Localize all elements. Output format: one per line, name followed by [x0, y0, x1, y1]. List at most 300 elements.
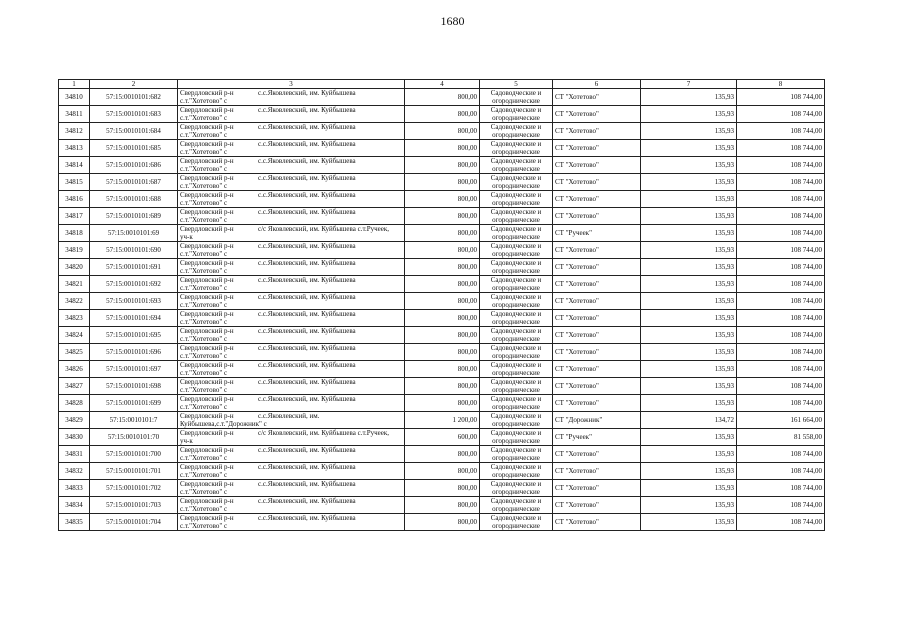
land-use-cell: [480, 310, 553, 327]
unit-price: 135,93: [641, 140, 737, 157]
address-locality: с.с.Яковлевский, им. Куйбышева: [258, 276, 356, 284]
cadastral-number: 57:15:0010101:695: [90, 327, 178, 344]
land-use-cell: [480, 429, 553, 446]
column-header: 2: [90, 80, 178, 89]
land-use-cell: [480, 106, 553, 123]
address-line-2: с.т."Хотетово" с: [180, 386, 228, 394]
area-value: 800,00: [405, 157, 480, 174]
area-value: 800,00: [405, 106, 480, 123]
address-cell: [178, 412, 405, 429]
cadastral-number: 57:15:0010101:700: [90, 446, 178, 463]
table-row: [59, 378, 825, 395]
address-line-2: с.т."Хотетово" с: [180, 131, 228, 139]
address-line-1: [180, 310, 402, 318]
cadastral-number: 57:15:0010101:690: [90, 242, 178, 259]
column-header: 8: [737, 80, 825, 89]
cadastral-number: 57:15:0010101:702: [90, 480, 178, 497]
land-use-line-2: огороднические: [492, 454, 540, 462]
owner-name: СТ "Хотетово": [553, 378, 641, 395]
address-district: Свердловский р-н: [180, 463, 234, 471]
area-value: 800,00: [405, 89, 480, 106]
area-value: 800,00: [405, 276, 480, 293]
area-value: 800,00: [405, 225, 480, 242]
address-line-2: с.т."Хотетово" с: [180, 114, 228, 122]
record-number: 34821: [59, 276, 90, 293]
land-use-line-2: огороднические: [492, 420, 540, 428]
address-line-1: [180, 327, 402, 335]
area-value: 800,00: [405, 497, 480, 514]
address-line-1: [180, 480, 402, 488]
record-number: 34818: [59, 225, 90, 242]
record-number: 34810: [59, 89, 90, 106]
record-number: 34827: [59, 378, 90, 395]
area-value: 800,00: [405, 361, 480, 378]
land-use-cell: [480, 259, 553, 276]
record-number: 34835: [59, 514, 90, 531]
table-row: [59, 242, 825, 259]
address-line-1: [180, 514, 402, 522]
table-row: [59, 514, 825, 531]
address-cell: [178, 191, 405, 208]
land-use-line-1: Садоводческие и: [490, 157, 542, 165]
table-row: [59, 89, 825, 106]
address-cell: [178, 123, 405, 140]
total-value: 108 744,00: [737, 259, 825, 276]
land-use-cell: [480, 123, 553, 140]
table-row: [59, 463, 825, 480]
table-row: [59, 361, 825, 378]
owner-name: СТ "Хотетово": [553, 514, 641, 531]
address-line-1: [180, 429, 402, 437]
address-line-2: с.т."Хотетово" с: [180, 165, 228, 173]
owner-name: СТ "Хотетово": [553, 123, 641, 140]
address-cell: [178, 463, 405, 480]
table-row: [59, 259, 825, 276]
address-line-1: [180, 123, 402, 131]
address-line-2: Куйбышева,с.т."Дорожник" с: [180, 420, 267, 428]
table-row: [59, 140, 825, 157]
record-number: 34833: [59, 480, 90, 497]
address-locality: с.с.Яковлевский, им. Куйбышева: [258, 310, 356, 318]
owner-name: СТ "Хотетово": [553, 310, 641, 327]
address-district: Свердловский р-н: [180, 378, 234, 386]
address-line-1: [180, 344, 402, 352]
record-number: 34814: [59, 157, 90, 174]
address-cell: [178, 361, 405, 378]
address-line-1: [180, 378, 402, 386]
address-line-1: [180, 225, 402, 233]
land-use-line-1: Садоводческие и: [490, 106, 542, 114]
address-line-2: с.т."Хотетово" с: [180, 216, 228, 224]
unit-price: 135,93: [641, 242, 737, 259]
cadastral-number: 57:15:0010101:699: [90, 395, 178, 412]
record-number: 34812: [59, 123, 90, 140]
unit-price: 134,72: [641, 412, 737, 429]
address-locality: с.с.Яковлевский, им. Куйбышева: [258, 89, 356, 97]
record-number: 34829: [59, 412, 90, 429]
land-use-line-1: Садоводческие и: [490, 497, 542, 505]
total-value: 108 744,00: [737, 480, 825, 497]
owner-name: СТ "Хотетово": [553, 174, 641, 191]
address-district: Свердловский р-н: [180, 89, 234, 97]
owner-name: СТ "Хотетово": [553, 463, 641, 480]
address-locality: с.с.Яковлевский, им. Куйбышева: [258, 259, 356, 267]
land-use-cell: [480, 514, 553, 531]
land-use-line-2: огороднические: [492, 131, 540, 139]
address-locality: с.с.Яковлевский, им. Куйбышева: [258, 174, 356, 182]
land-use-line-1: Садоводческие и: [490, 361, 542, 369]
area-value: 1 200,00: [405, 412, 480, 429]
address-line-2: с.т."Хотетово" с: [180, 97, 228, 105]
record-number: 34834: [59, 497, 90, 514]
cadastral-number: 57:15:0010101:685: [90, 140, 178, 157]
address-locality: с.с.Яковлевский, им. Куйбышева: [258, 106, 356, 114]
address-locality: с.с.Яковлевский, им. Куйбышева: [258, 446, 356, 454]
table-row: [59, 276, 825, 293]
record-number: 34824: [59, 327, 90, 344]
address-district: Свердловский р-н: [180, 514, 234, 522]
column-header: 6: [553, 80, 641, 89]
total-value: 81 558,00: [737, 429, 825, 446]
address-district: Свердловский р-н: [180, 259, 234, 267]
land-use-cell: [480, 395, 553, 412]
address-cell: [178, 446, 405, 463]
land-use-line-2: огороднические: [492, 114, 540, 122]
table-row: [59, 106, 825, 123]
total-value: 161 664,00: [737, 412, 825, 429]
unit-price: 135,93: [641, 395, 737, 412]
unit-price: 135,93: [641, 446, 737, 463]
land-use-line-1: Садоводческие и: [490, 208, 542, 216]
land-use-line-2: огороднические: [492, 216, 540, 224]
owner-name: СТ "Дорожник": [553, 412, 641, 429]
land-use-line-2: огороднические: [492, 335, 540, 343]
table-row: [59, 123, 825, 140]
table-row: [59, 412, 825, 429]
address-line-2: с.т."Хотетово" с: [180, 471, 228, 479]
table-row: [59, 446, 825, 463]
total-value: 108 744,00: [737, 361, 825, 378]
area-value: 800,00: [405, 259, 480, 276]
address-district: Свердловский р-н: [180, 395, 234, 403]
address-line-1: [180, 395, 402, 403]
unit-price: 135,93: [641, 293, 737, 310]
land-use-line-1: Садоводческие и: [490, 242, 542, 250]
owner-name: СТ "Хотетово": [553, 344, 641, 361]
land-use-line-2: огороднические: [492, 318, 540, 326]
table-row: [59, 225, 825, 242]
table-row: [59, 310, 825, 327]
total-value: 108 744,00: [737, 225, 825, 242]
total-value: 108 744,00: [737, 208, 825, 225]
area-value: 600,00: [405, 429, 480, 446]
unit-price: 135,93: [641, 429, 737, 446]
table-row: [59, 497, 825, 514]
address-locality: с.с.Яковлевский, им. Куйбышева: [258, 514, 356, 522]
total-value: 108 744,00: [737, 514, 825, 531]
owner-name: СТ "Хотетово": [553, 446, 641, 463]
owner-name: СТ "Хотетово": [553, 259, 641, 276]
address-cell: [178, 174, 405, 191]
unit-price: 135,93: [641, 344, 737, 361]
land-use-line-2: огороднические: [492, 165, 540, 173]
area-value: 800,00: [405, 327, 480, 344]
land-use-line-2: огороднические: [492, 522, 540, 530]
land-use-line-1: Садоводческие и: [490, 327, 542, 335]
owner-name: СТ "Хотетово": [553, 395, 641, 412]
address-line-1: [180, 174, 402, 182]
address-locality: с/с Яковлевский, им. Куйбышева с.т.Ручеек,: [258, 225, 390, 233]
unit-price: 135,93: [641, 123, 737, 140]
cadastral-number: 57:15:0010101:703: [90, 497, 178, 514]
area-value: 800,00: [405, 310, 480, 327]
record-number: 34830: [59, 429, 90, 446]
address-locality: с.с.Яковлевский, им. Куйбышева: [258, 378, 356, 386]
address-cell: [178, 480, 405, 497]
address-line-1: [180, 208, 402, 216]
address-line-2: с.т."Хотетово" с: [180, 488, 228, 496]
address-line-2: с.т."Хотетово" с: [180, 250, 228, 258]
address-cell: [178, 276, 405, 293]
table-row: [59, 480, 825, 497]
column-header: 3: [178, 80, 405, 89]
owner-name: СТ "Хотетово": [553, 497, 641, 514]
owner-name: СТ "Хотетово": [553, 327, 641, 344]
total-value: 108 744,00: [737, 310, 825, 327]
table-row: [59, 208, 825, 225]
table-row: [59, 174, 825, 191]
land-use-line-2: огороднические: [492, 505, 540, 513]
record-number: 34822: [59, 293, 90, 310]
address-line-1: [180, 293, 402, 301]
area-value: 800,00: [405, 174, 480, 191]
table-row: [59, 157, 825, 174]
address-line-2: с.т."Хотетово" с: [180, 301, 228, 309]
cadastral-number: 57:15:0010101:687: [90, 174, 178, 191]
address-line-1: [180, 89, 402, 97]
land-use-cell: [480, 242, 553, 259]
total-value: 108 744,00: [737, 174, 825, 191]
address-locality: с.с.Яковлевский, им. Куйбышева: [258, 293, 356, 301]
address-cell: [178, 89, 405, 106]
unit-price: 135,93: [641, 276, 737, 293]
total-value: 108 744,00: [737, 276, 825, 293]
land-use-line-2: огороднические: [492, 403, 540, 411]
record-number: 34811: [59, 106, 90, 123]
land-use-cell: [480, 174, 553, 191]
land-use-cell: [480, 344, 553, 361]
address-locality: с.с.Яковлевский, им. Куйбышева: [258, 140, 356, 148]
unit-price: 135,93: [641, 106, 737, 123]
owner-name: СТ "Хотетово": [553, 480, 641, 497]
address-district: Свердловский р-н: [180, 412, 234, 420]
owner-name: СТ "Хотетово": [553, 208, 641, 225]
address-district: Свердловский р-н: [180, 446, 234, 454]
total-value: 108 744,00: [737, 293, 825, 310]
land-registry-table: [58, 79, 825, 531]
total-value: 108 744,00: [737, 157, 825, 174]
address-locality: с.с.Яковлевский, им.: [258, 412, 320, 420]
cadastral-number: 57:15:0010101:697: [90, 361, 178, 378]
address-district: Свердловский р-н: [180, 191, 234, 199]
land-use-cell: [480, 446, 553, 463]
land-use-line-1: Садоводческие и: [490, 140, 542, 148]
land-use-cell: [480, 89, 553, 106]
owner-name: СТ "Хотетово": [553, 157, 641, 174]
record-number: 34825: [59, 344, 90, 361]
address-line-2: с.т."Хотетово" с: [180, 505, 228, 513]
land-use-line-1: Садоводческие и: [490, 89, 542, 97]
record-number: 34826: [59, 361, 90, 378]
record-number: 34816: [59, 191, 90, 208]
unit-price: 135,93: [641, 208, 737, 225]
land-use-cell: [480, 157, 553, 174]
unit-price: 135,93: [641, 361, 737, 378]
land-use-line-2: огороднические: [492, 369, 540, 377]
land-use-line-2: огороднические: [492, 267, 540, 275]
address-locality: с.с.Яковлевский, им. Куйбышева: [258, 497, 356, 505]
area-value: 800,00: [405, 463, 480, 480]
cadastral-number: 57:15:0010101:698: [90, 378, 178, 395]
land-use-line-1: Садоводческие и: [490, 276, 542, 284]
land-use-line-2: огороднические: [492, 233, 540, 241]
address-line-1: [180, 361, 402, 369]
owner-name: СТ "Ручеек": [553, 429, 641, 446]
land-use-line-2: огороднические: [492, 352, 540, 360]
land-use-cell: [480, 327, 553, 344]
land-use-cell: [480, 276, 553, 293]
table-row: [59, 327, 825, 344]
owner-name: СТ "Хотетово": [553, 140, 641, 157]
land-use-cell: [480, 480, 553, 497]
unit-price: 135,93: [641, 259, 737, 276]
cadastral-number: 57:15:0010101:684: [90, 123, 178, 140]
land-use-cell: [480, 378, 553, 395]
cadastral-number: 57:15:0010101:704: [90, 514, 178, 531]
total-value: 108 744,00: [737, 123, 825, 140]
total-value: 108 744,00: [737, 140, 825, 157]
land-use-line-2: огороднические: [492, 301, 540, 309]
unit-price: 135,93: [641, 191, 737, 208]
land-use-cell: [480, 361, 553, 378]
address-line-2: с.т."Хотетово" с: [180, 352, 228, 360]
land-use-line-1: Садоводческие и: [490, 463, 542, 471]
address-cell: [178, 514, 405, 531]
land-use-line-2: огороднические: [492, 148, 540, 156]
land-use-line-1: Садоводческие и: [490, 429, 542, 437]
address-district: Свердловский р-н: [180, 327, 234, 335]
address-cell: [178, 157, 405, 174]
address-line-1: [180, 446, 402, 454]
address-cell: [178, 378, 405, 395]
land-use-cell: [480, 208, 553, 225]
address-line-1: [180, 191, 402, 199]
address-locality: с/с Яковлевский, им. Куйбышева с.т.Ручеек,: [258, 429, 390, 437]
cadastral-number: 57:15:0010101:689: [90, 208, 178, 225]
address-line-1: [180, 497, 402, 505]
area-value: 800,00: [405, 395, 480, 412]
address-district: Свердловский р-н: [180, 123, 234, 131]
address-cell: [178, 395, 405, 412]
land-use-line-2: огороднические: [492, 284, 540, 292]
address-district: Свердловский р-н: [180, 174, 234, 182]
table-row: [59, 191, 825, 208]
unit-price: 135,93: [641, 157, 737, 174]
total-value: 108 744,00: [737, 378, 825, 395]
unit-price: 135,93: [641, 89, 737, 106]
owner-name: СТ "Хотетово": [553, 191, 641, 208]
record-number: 34832: [59, 463, 90, 480]
record-number: 34815: [59, 174, 90, 191]
land-use-line-1: Садоводческие и: [490, 480, 542, 488]
address-locality: с.с.Яковлевский, им. Куйбышева: [258, 463, 356, 471]
address-district: Свердловский р-н: [180, 497, 234, 505]
address-district: Свердловский р-н: [180, 361, 234, 369]
cadastral-number: 57:15:0010101:7: [90, 412, 178, 429]
area-value: 800,00: [405, 293, 480, 310]
address-line-2: с.т."Хотетово" с: [180, 522, 228, 530]
land-use-line-1: Садоводческие и: [490, 412, 542, 420]
land-use-line-1: Садоводческие и: [490, 395, 542, 403]
address-cell: [178, 327, 405, 344]
header-row: [59, 80, 825, 89]
land-use-line-2: огороднические: [492, 97, 540, 105]
address-cell: [178, 242, 405, 259]
address-district: Свердловский р-н: [180, 429, 234, 437]
land-use-line-2: огороднические: [492, 250, 540, 258]
address-district: Свердловский р-н: [180, 276, 234, 284]
table-row: [59, 429, 825, 446]
address-line-2: с.т."Хотетово" с: [180, 199, 228, 207]
unit-price: 135,93: [641, 378, 737, 395]
table-row: [59, 344, 825, 361]
address-line-1: [180, 242, 402, 250]
address-line-2: с.т."Хотетово" с: [180, 335, 228, 343]
land-use-line-1: Садоводческие и: [490, 259, 542, 267]
address-line-1: [180, 140, 402, 148]
land-use-cell: [480, 191, 553, 208]
table-row: [59, 293, 825, 310]
address-district: Свердловский р-н: [180, 344, 234, 352]
address-line-2: уч-к: [180, 233, 193, 241]
address-cell: [178, 106, 405, 123]
unit-price: 135,93: [641, 174, 737, 191]
cadastral-number: 57:15:0010101:688: [90, 191, 178, 208]
area-value: 800,00: [405, 140, 480, 157]
owner-name: СТ "Хотетово": [553, 89, 641, 106]
address-line-1: [180, 106, 402, 114]
column-header: 7: [641, 80, 737, 89]
land-use-line-1: Садоводческие и: [490, 446, 542, 454]
land-use-cell: [480, 140, 553, 157]
land-use-cell: [480, 293, 553, 310]
address-line-2: уч-к: [180, 437, 193, 445]
address-line-1: [180, 276, 402, 284]
column-header: 5: [480, 80, 553, 89]
address-line-2: с.т."Хотетово" с: [180, 403, 228, 411]
land-use-line-2: огороднические: [492, 488, 540, 496]
column-header: 4: [405, 80, 480, 89]
owner-name: СТ "Хотетово": [553, 242, 641, 259]
owner-name: СТ "Хотетово": [553, 106, 641, 123]
address-locality: с.с.Яковлевский, им. Куйбышева: [258, 327, 356, 335]
total-value: 108 744,00: [737, 242, 825, 259]
address-line-1: [180, 463, 402, 471]
address-line-2: с.т."Хотетово" с: [180, 182, 228, 190]
total-value: 108 744,00: [737, 106, 825, 123]
unit-price: 135,93: [641, 497, 737, 514]
address-cell: [178, 344, 405, 361]
